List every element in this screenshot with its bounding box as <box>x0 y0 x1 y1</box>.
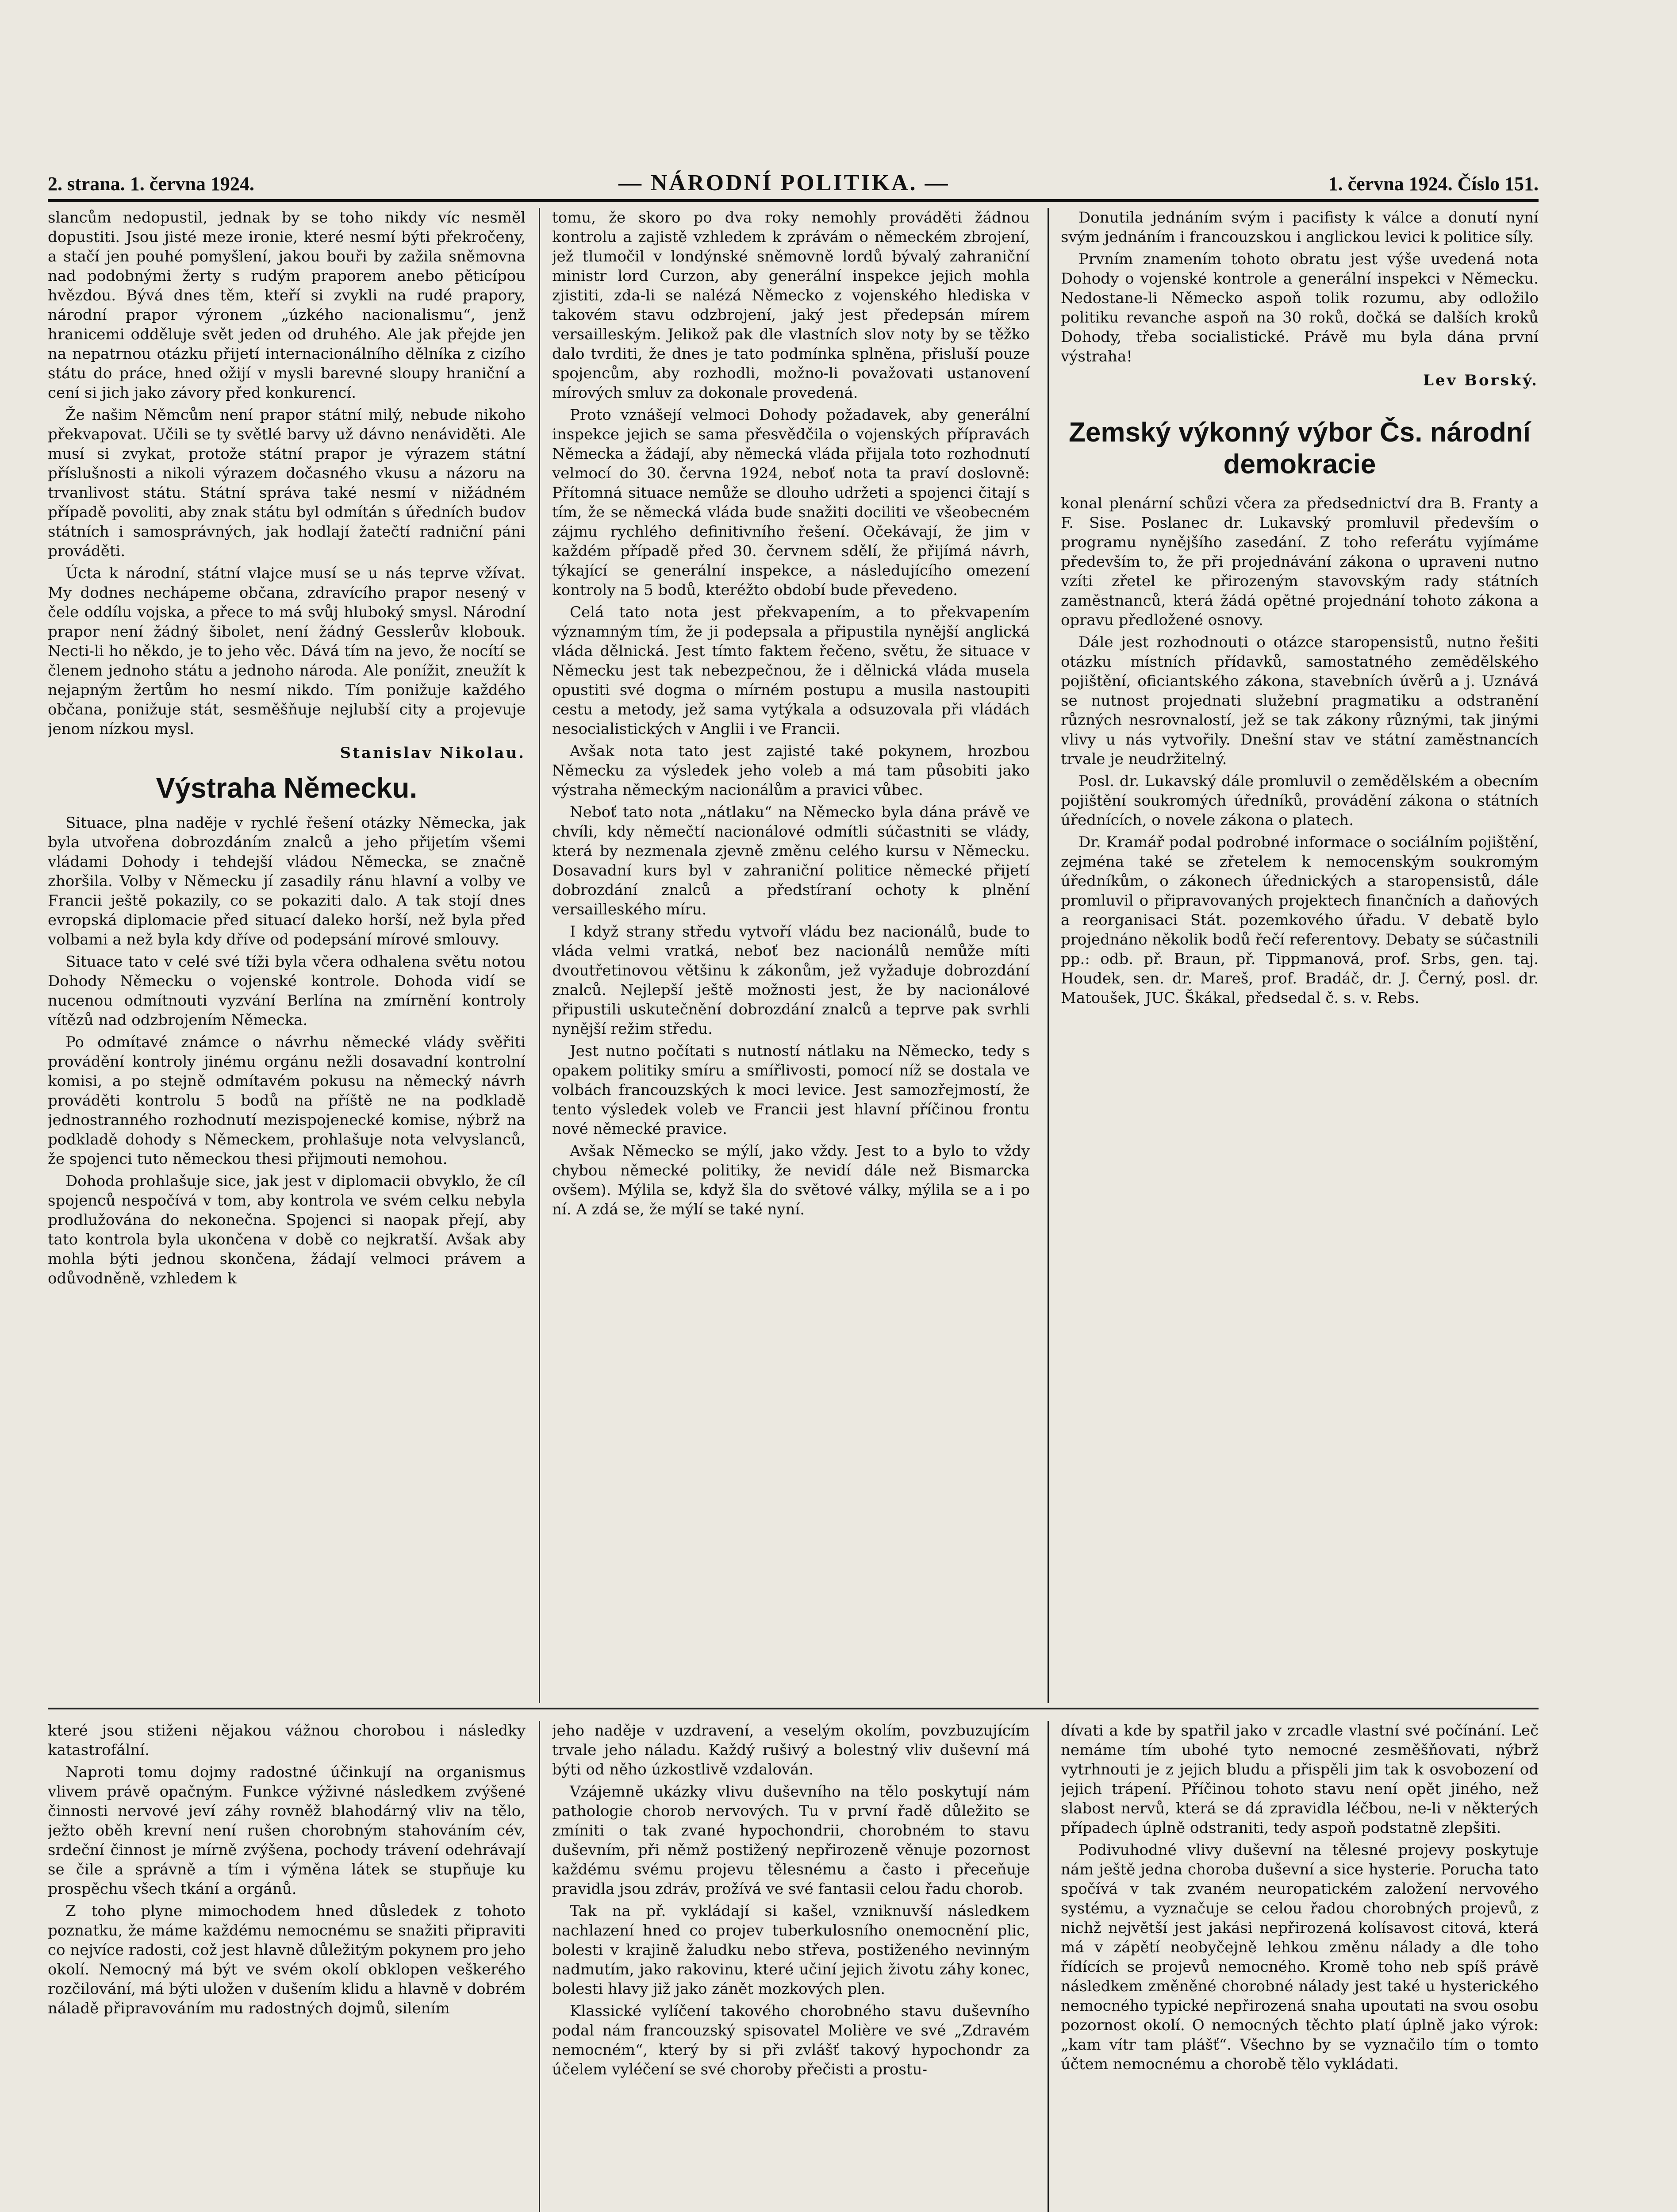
article-column-3 <box>1061 208 1539 1703</box>
feuilleton-column-3 <box>1061 1721 1539 2212</box>
column-rule <box>1048 208 1049 1703</box>
paragraph: Naproti tomu dojmy radostné účinkují na organismus vlivem právě opačným. Funkce výživné následkem zvýšené činnosti nervové jeví záhy rovněž blahodárný vliv na tělo, ježto oběh krevní není rušen chorobným stahováním cév, srdeční činnost je mírně zvýšena, pochody trávení odehrávají se čile a správně a tím i výměna látek se stupňuje ku prospěchu všech tkání a orgánů. <box>48 1763 526 1898</box>
masthead <box>48 170 1539 202</box>
paragraph: Situace, plna naděje v rychlé řešení otázky Německa, jak byla utvořena dobrozdáním znalců a jeho přijetím všemi vládami Dohody i tehdejší vládou Německa, se značně zhoršila. Volby v Německu jí zasadily ránu hlavní a volby ve Francii ještě pokazily, co se pokaziti dalo. A tak stojí dnes evropská diplomacie před situací daleko horší, než byla před volbami a než byla kdy dříve od podepsání mírové smlouvy. <box>48 814 526 949</box>
paragraph: Prvním znamením tohoto obratu jest výše uvedená nota Dohody o vojenské kontrole a generální inspekci v Německu. Nedostane-li Německo aspoň tolik rozumu, aby odložilo politiku revanche aspoň na 30 roků, dočká se dalších kroků Dohody, třeba socialistické. Právě mu byla dána první výstraha! <box>1061 250 1539 365</box>
paragraph: Klassické vylíčení takového chorobného stavu duševního podal nám francouzský spisovatel Molière ve své „Zdravém nemocném“, který by si při zvlášť takový hypochondr za účelem vyléčení se své choroby přečisti a prostu- <box>552 2002 1030 2078</box>
paragraph: jeho naděje v uzdravení, a veselým okolím, povzbuzujícím trvale jeho náladu. Každý rušivý a bolestný vliv duševní má býti od něho úzkostlivě vzdalován. <box>552 1722 1030 1778</box>
paragraph: Dále jest rozhodnouti o otázce staropensistů, nutno řešiti otázku místních přídavků, samostatného zemědělského pojištění, oficiantského zákona, stavebních úvěrů a j. Uznává se nutnost projednati služební pragmatiku a odstranění různých nesrovnalostí, jež se tak zákony různými, tak jinými vlivy u nás vytvořily. Dnešní stav ve státní zaměstnancích trvale je neudržitelný. <box>1061 634 1539 768</box>
paragraph: Posl. dr. Lukavský dále promluvil o zemědělském a obecním pojištění soukromých úředníků, provádění zákona o státních úřednících, o novele zákona o platech. <box>1061 772 1539 829</box>
paragraph: Že našim Němcům není prapor státní milý, nebude nikoho překvapovat. Učili se ty světlé barvy už dávno nenáviděti. Ale musí si zvykat, protože státní prapor je výrazem státní příslušnosti a nikoli výrazem dočasného vkusu a názoru na trvanlivost státu. Státní správa také nesmí v nižádném případě povoliti, aby znak státu byl odmítán s úředních budov státních i samosprávných, jak hodlají žatečtí radniční páni prováděti. <box>48 406 526 560</box>
paragraph: Proto vznášejí velmoci Dohody požadavek, aby generální inspekce jejich se sama přesvědčila o vojenských přípravách Německa a žádají, aby německá vláda přijala toto rozhodnutí velmocí do 30. června 1924, neboť nota ta praví doslovně: Přítomná situace nemůže se dlouho udržeti a spojenci čitají s tím, že se německá vláda bude snažiti dociliti ve všeobecném zájmu rychlého definitivního řešení. Očekávají, že jim v každém případě před 30. červnem sdělí, že přijímá návrh, týkající se generální inspekce, a následujícího omezení kontroly na 5 bodů, kteréžto období bude převedeno. <box>552 406 1030 599</box>
article-column-1 <box>48 208 526 1703</box>
article-heading: Zemský výkonný výbor Čs. národní demokracie <box>1068 417 1531 480</box>
author-signature: Stanislav Nikolau. <box>340 744 526 762</box>
column-rule <box>539 1721 540 2212</box>
paragraph: Donutila jednáním svým i pacifisty k válce a donutí nyní svým jednáním i francouzskou i anglickou levici k politice síly. <box>1061 209 1539 246</box>
column-rule <box>1048 1721 1049 2212</box>
paragraph: Po odmítavé známce o návrhu německé vlády svěřiti provádění kontroly jinému orgánu nežli dosavadní kontrolní komisi, a po stejně odmítavém pokusu na německý návrh prováděti kontrolu 5 bodů na příště ne na podkladě jednostranného rozhodnutí mezispojenecké komise, nýbrž na podkladě dohody s Německem, prohlašuje nota velvyslanců, že spojenci tuto německou thesi přijmouti nemohou. <box>48 1033 526 1168</box>
article-heading: Výstraha Německu. <box>156 772 418 804</box>
paragraph: Tak na př. vykládají si kašel, vzniknuvší následkem nachlazení hned co projev tuberkulosního onemocnění plic, bolesti v krajině žaludku nebo střeva, postiženého nevinným nadmutím, jako rakovinu, které učiní jejich životu záhy konec, bolesti hlavy již jako zánět mozkových plen. <box>552 1902 1030 1998</box>
issue-number: 1. června 1924. Číslo 151. <box>1328 173 1539 195</box>
issue-date-left: 2. strana. 1. června 1924. <box>48 173 254 195</box>
newspaper-page <box>48 170 1539 2212</box>
paragraph: I když strany středu vytvoří vládu bez nacionálů, bude to vláda velmi vratká, neboť bez nacionálů nemůže míti dvoutřetinovou většinu k zákonům, jež vyžaduje dobrozdání znalců. Nejlepší ještě možnosti jest, že by nacionálové připustili uskutečnění dobrozdání znalců a teprve pak svrhli nynější režim středu. <box>552 923 1030 1038</box>
paragraph: Neboť tato nota „nátlaku“ na Německo byla dána právě ve chvíli, kdy němečtí nacionálové odmítli súčastniti se vlády, která by nezmenala zjevně změnu celého kursu v Německu. Dosavadní kurs byl v zahraniční politice německé přijetí dobrozdání znalců a předstíraní ochoty k plnění versailleského míru. <box>552 803 1030 918</box>
paragraph: Vzájemně ukázky vlivu duševního na tělo poskytují nám pathologie chorob nervových. Tu v první řadě důležito se zmíniti o tak zvané hypochondrii, chorobném to stavu duševním, při němž postižený nepřirozeně věnuje pozornost každému svému projevu tělesnému a často i přeceňuje pravidla jsou zdráv, prožívá ve své fantasii celou řadu chorob. <box>552 1783 1030 1898</box>
paragraph: Podivuhodné vlivy duševní na tělesné projevy poskytuje nám ještě jedna choroba duševní a sice hysterie. Porucha tato spočívá v tak zvaném neuropatickém založení nervového systému, a vyznačuje se celou řadou chorobných projevů, z nichž největší jest jakási nepřirozená kolísavost citová, která má v zápětí neobyčejně lehkou změnu nálady a dle toho řídících se projevů nemocného. Kromě toho neb spíš právě následkem změněné chorobné nálady jest také u hysterického nemocného typické nepřirozená snaha upoutati na svou osobu pozornost okolí. O nemocných těchto platí úplně jako výrok: „kam vítr tam plášť“. Všechno by se vyznačilo tím o tomto účtem nemocnému a chorobě tělo vykládati. <box>1061 1841 1539 2073</box>
feuilleton-column-1 <box>48 1721 526 2212</box>
newspaper-title: — NÁRODNÍ POLITIKA. — <box>618 170 950 196</box>
paragraph: tomu, že skoro po dva roky nemohly prováděti žádnou kontrolu a zajistě vzhledem k zprávám o německém zbrojení, jež tlumočil v londýnské sněmovně lordů bývalý zahraniční ministr lord Curzon, aby generální inspekce jejich mohla zjistiti, zda-li se nalézá Německo z vojenského hlediska v takovém stavu odzbrojení, jaký jest předepsán mírem versailleským. Jelikož pak dle vlastních slov noty by se těžko dalo tvrditi, že dnes je tato podmínka splněna, přisluší pouze spojencům, aby rozhodli, možno-li považovati ustanovení mírových smluv za dokonale provedená. <box>552 209 1030 402</box>
paragraph: Úcta k národní, státní vlajce musí se u nás teprve vžívat. My dodnes nechápeme občana, zdravícího prapor nesený v čele oddílu vojska, a přece to má svůj hluboký smysl. Národní prapor není žádný šibolet, není žádný Gesslerův klobouk. Necti-li ho někdo, je to jeho věc. Dává tím na jevo, že nocítí se členem jednoho státu a jednoho národa. Ale ponížit, zneužít k nejapným žertům ho nesmí nikdo. Tím ponižuje každého občana, ponižuje stát, sesměšňuje nejlubší city a projevuje jenom nízkou mysl. <box>48 565 526 738</box>
author-signature: Lev Borský. <box>1423 372 1539 389</box>
paragraph: Z toho plyne mimochodem hned důsledek z tohoto poznatku, že máme každému nemocnému se snažiti připraviti co nejvíce radosti, což jest hlavně důležitým pokynem pro jeho okolí. Nemocný má být ve svém okolí obklopen veškerého rozčilování, má býti uložen v dušením klidu a hlavně v dobrém náladě připravováním mu radostných dojmů, silením <box>48 1902 526 2017</box>
paragraph: Avšak Německo se mýlí, jako vždy. Jest to a bylo to vždy chybou německé politiky, že nevidí dále než Bismarcka ovšem). Mýlila se, když šla do světové války, mýlila se a i po ní. A zdá se, že mýlí se také nyní. <box>552 1142 1030 1218</box>
paragraph: které jsou stiženi nějakou vážnou chorobou i následky katastrofální. <box>48 1722 526 1759</box>
paragraph: dívati a kde by spatřil jako v zrcadle vlastní své počínání. Leč nemáme tím ubohé tyto nemocné zesměšňovati, nýbrž vytrhnouti je z jejich bludu a přispěli jim tak k osvobození od jejich trápení. Příčinou tohoto stavu není opět jiného, než slabost nervů, která se dá zpravidla léčbou, ne-li v některých případech úplně odstraniti, tedy aspoň podstatně zlepšiti. <box>1061 1722 1539 1837</box>
feuilleton-rule <box>48 1708 1539 1709</box>
paragraph: Jest nutno počítati s nutností nátlaku na Německo, tedy s opakem politiky smíru a smířlivosti, pomocí níž se dostala ve volbách francouzských k moci levice. Jest samozřejmostí, že tento výsledek voleb ve Francii jest hlavní příčinou frontu nové německé pravice. <box>552 1042 1030 1138</box>
paragraph: Avšak nota tato jest zajisté také pokynem, hrozbou Německu za výsledek jeho voleb a má tam působiti jako výstraha německým nacionálům a pravici vůbec. <box>552 742 1030 799</box>
paragraph: Situace tato v celé své tíži byla včera odhalena světu notou Dohody Německu o vojenské kontrole. Dohoda vidí se nucenou odmítnouti vyzvání Berlína na zmírnění kontroly vítězů nad odzbrojením Německa. <box>48 953 526 1029</box>
paragraph: Dr. Kramář podal podrobné informace o sociálním pojištění, zejména také se zřetelem k nemocenským soukromým úředníkům, o zákonech úřednických a staropensistů, dále promluvil o připravovaných projektech finančních a daňových a reorganisaci Stát. pozemkového úřadu. V debatě bylo projednáno několik bodů řečí referentovy. Debaty se súčastnili pp.: odb. př. Braun, př. Tippmanová, prof. Srbs, gen. taj. Houdek, sen. dr. Mareš, prof. Bradáč, dr. J. Černý, posl. dr. Matoušek, JUC. Škákal, předsedal č. s. v. Rebs. <box>1061 833 1539 1007</box>
paragraph: Celá tato nota jest překvapením, a to překvapením významným tím, že ji podepsala a připustila nynější anglická vláda dělnická. Jest tímto faktem řečeno, světu, že situace v Německu jest tak nebezpečnou, že i dělnická vláda musela opustiti své dogma o mírném postupu a musila nastoupiti cestu a metody, jež sama vytýkala a odsuzovala při vládách nesocialistických v Anglii i ve Francii. <box>552 603 1030 738</box>
feuilleton-column-2 <box>552 1721 1030 2212</box>
article-column-2 <box>552 208 1030 1703</box>
paragraph: Dohoda prohlašuje sice, jak jest v diplomacii obvyklo, že cíl spojenců nespočívá v tom, aby kontrola ve svém celku nebyla prodlužována do nekonečna. Spojenci si naopak přejí, aby tato kontrola byla ukončena v době co nejkratší. Avšak aby mohla býti jednou skončena, žádají velmoci právem a odůvodněně, vzhledem k <box>48 1172 526 1287</box>
column-rule <box>539 208 540 1703</box>
paragraph: slancům nedopustil, jednak by se toho nikdy víc nesměl dopustiti. Jsou jisté meze ironie, které nesmí býti překročeny, a stačí jen pouhé pomyšlení, jakou bouři by zažila sněmovna nad podobnými žerty s rudým praporem anebo pěticípou hvězdou. Bývá dnes těm, kteří si zvykli na rudé prapory, národní prapor výronem „úzkého nacionalismu“, jenž hranicemi odděluje svět jeden od druhého. Ale jak přejde jen na nepatrnou otázku přijetí internacionálního dělníka z cizího státu do práce, hned ožijí v mysli barevné sloupy hraniční a cení si jich jako závory před konkurencí. <box>48 209 526 402</box>
paragraph: konal plenární schůzi včera za předsednictví dra B. Franty a F. Sise. Poslanec dr. Lukavský promluvil především o programu nynějšího zasedání. Z toho referátu vyjímáme především to, že při projednávání zákona o upraveni nutno vzíti zřetel ke přirozeným stavovským rady státních zaměstnanců, která žádá opětné projednání tohoto zákona a opravu předložené osnovy. <box>1061 495 1539 629</box>
